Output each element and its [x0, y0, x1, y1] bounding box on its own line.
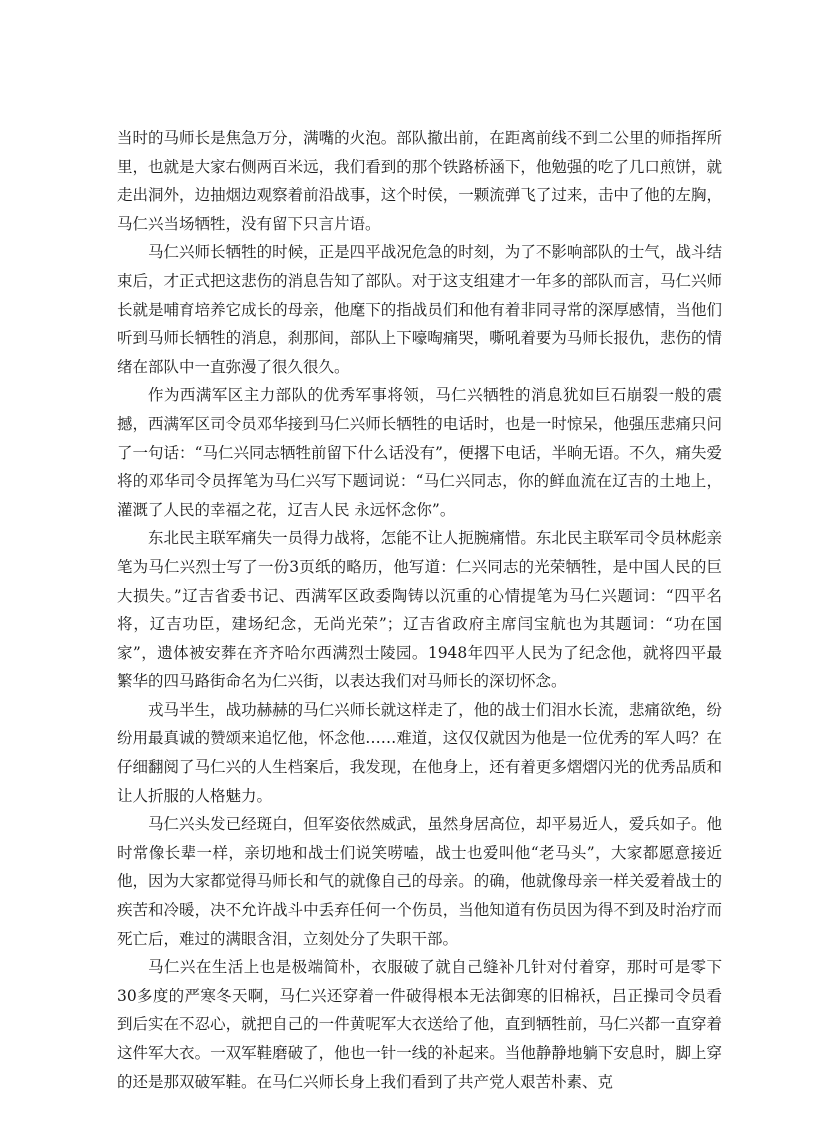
paragraph-3: 作为西满军区主力部队的优秀军事将领，马仁兴牺牲的消息犹如巨石崩裂一般的震撼，西满军区司令员邓华接到马仁兴师长牺牲的电话时，也是一时惊呆，他强压悲痛只问了一句话：“马仁兴同志牺牲前留下什么话没有”，便撂下电话，半晌无语。不久，痛失爱将的邓华司令员挥笔为马仁兴写下题词说：“马仁兴同志，你的鲜血流在辽吉的土地上，灌溉了人民的幸福之花，辽吉人民 永远怀念你”。 — [117, 386, 722, 519]
paragraph-1: 当时的马师长是焦急万分，满嘴的火泡。部队撤出前，在距离前线不到二公里的师指挥所里，也就是大家右侧两百米远，我们看到的那个铁路桥涵下，他勉强的吃了几口煎饼，就走出洞外，边抽烟边观察着前沿战事，这个时侯，一颗流弹飞了过来，击中了他的左胸，马仁兴当场牺牲，没有留下只言片语。 — [117, 129, 722, 233]
paragraph-7: 马仁兴在生活上也是极端简朴，衣服破了就自己缝补几针对付着穿，那时可是零下30多度的严寒冬天啊，马仁兴还穿着一件破得根本无法御寒的旧棉袄，吕正操司令员看到后实在不忍心，就把自己的一件黄呢军大衣送给了他，直到牺牲前，马仁兴都一直穿着这件军大衣。一双军鞋磨破了，他也一针一线的补起来。当他静静地躺下安息时，脚上穿的还是那双破军鞋。在马仁兴师长身上我们看到了共产党人艰苦朴素、克 — [117, 958, 722, 1091]
paragraph-4: 东北民主联军痛失一员得力战将，怎能不让人扼腕痛惜。东北民主联军司令员林彪亲笔为马仁兴烈士写了一份3页纸的略历，他写道：仁兴同志的光荣牺牲，是中国人民的巨大损失。”辽吉省委书记、西满军区政委陶铸以沉重的心情提笔为马仁兴题词：“四平名将，辽吉功臣，建场纪念，无尚光荣”；辽吉省政府主席闫宝航也为其题词：“功在国家”，遗体被安葬在齐齐哈尔西满烈士陵园。1948年四平人民为了纪念他，就将四平最繁华的四马路街命名为仁兴街，以表达我们对马师长的深切怀念。 — [117, 529, 722, 691]
body-text — [117, 124, 722, 1096]
paragraph-2: 马仁兴师长牺牲的时候，正是四平战况危急的时刻，为了不影响部队的士气，战斗结束后，才正式把这悲伤的消息告知了部队。对于这支组建才一年多的部队而言，马仁兴师长就是哺育培养它成长的母亲，他麾下的指战员们和他有着非同寻常的深厚感情，当他们听到马师长牺牲的消息，刹那间，部队上下嚎啕痛哭，嘶吼着要为马师长报仇，悲伤的情绪在部队中一直弥漫了很久很久。 — [117, 243, 722, 376]
paragraph-5: 戎马半生，战功赫赫的马仁兴师长就这样走了，他的战士们泪水长流，悲痛欲绝，纷纷用最真诚的赞颂来追忆他，怀念他……难道，这仅仅就因为他是一位优秀的军人吗？在仔细翻阅了马仁兴的人生档案后，我发现，在他身上，还有着更多熠熠闪光的优秀品质和让人折服的人格魅力。 — [117, 700, 722, 805]
paragraph-6: 马仁兴头发已经斑白，但军姿依然威武，虽然身居高位，却平易近人，爱兵如子。他时常像长辈一样，亲切地和战士们说笑唠嗑，战士也爱叫他“老马头”，大家都愿意接近他，因为大家都觉得马师长和气的就像自己的母亲。的确，他就像母亲一样关爱着战士的疾苦和冷暖，决不允许战斗中丢弃任何一个伤员，当他知道有伤员因为得不到及时治疗而死亡后，难过的满眼含泪，立刻处分了失职干部。 — [117, 815, 722, 948]
